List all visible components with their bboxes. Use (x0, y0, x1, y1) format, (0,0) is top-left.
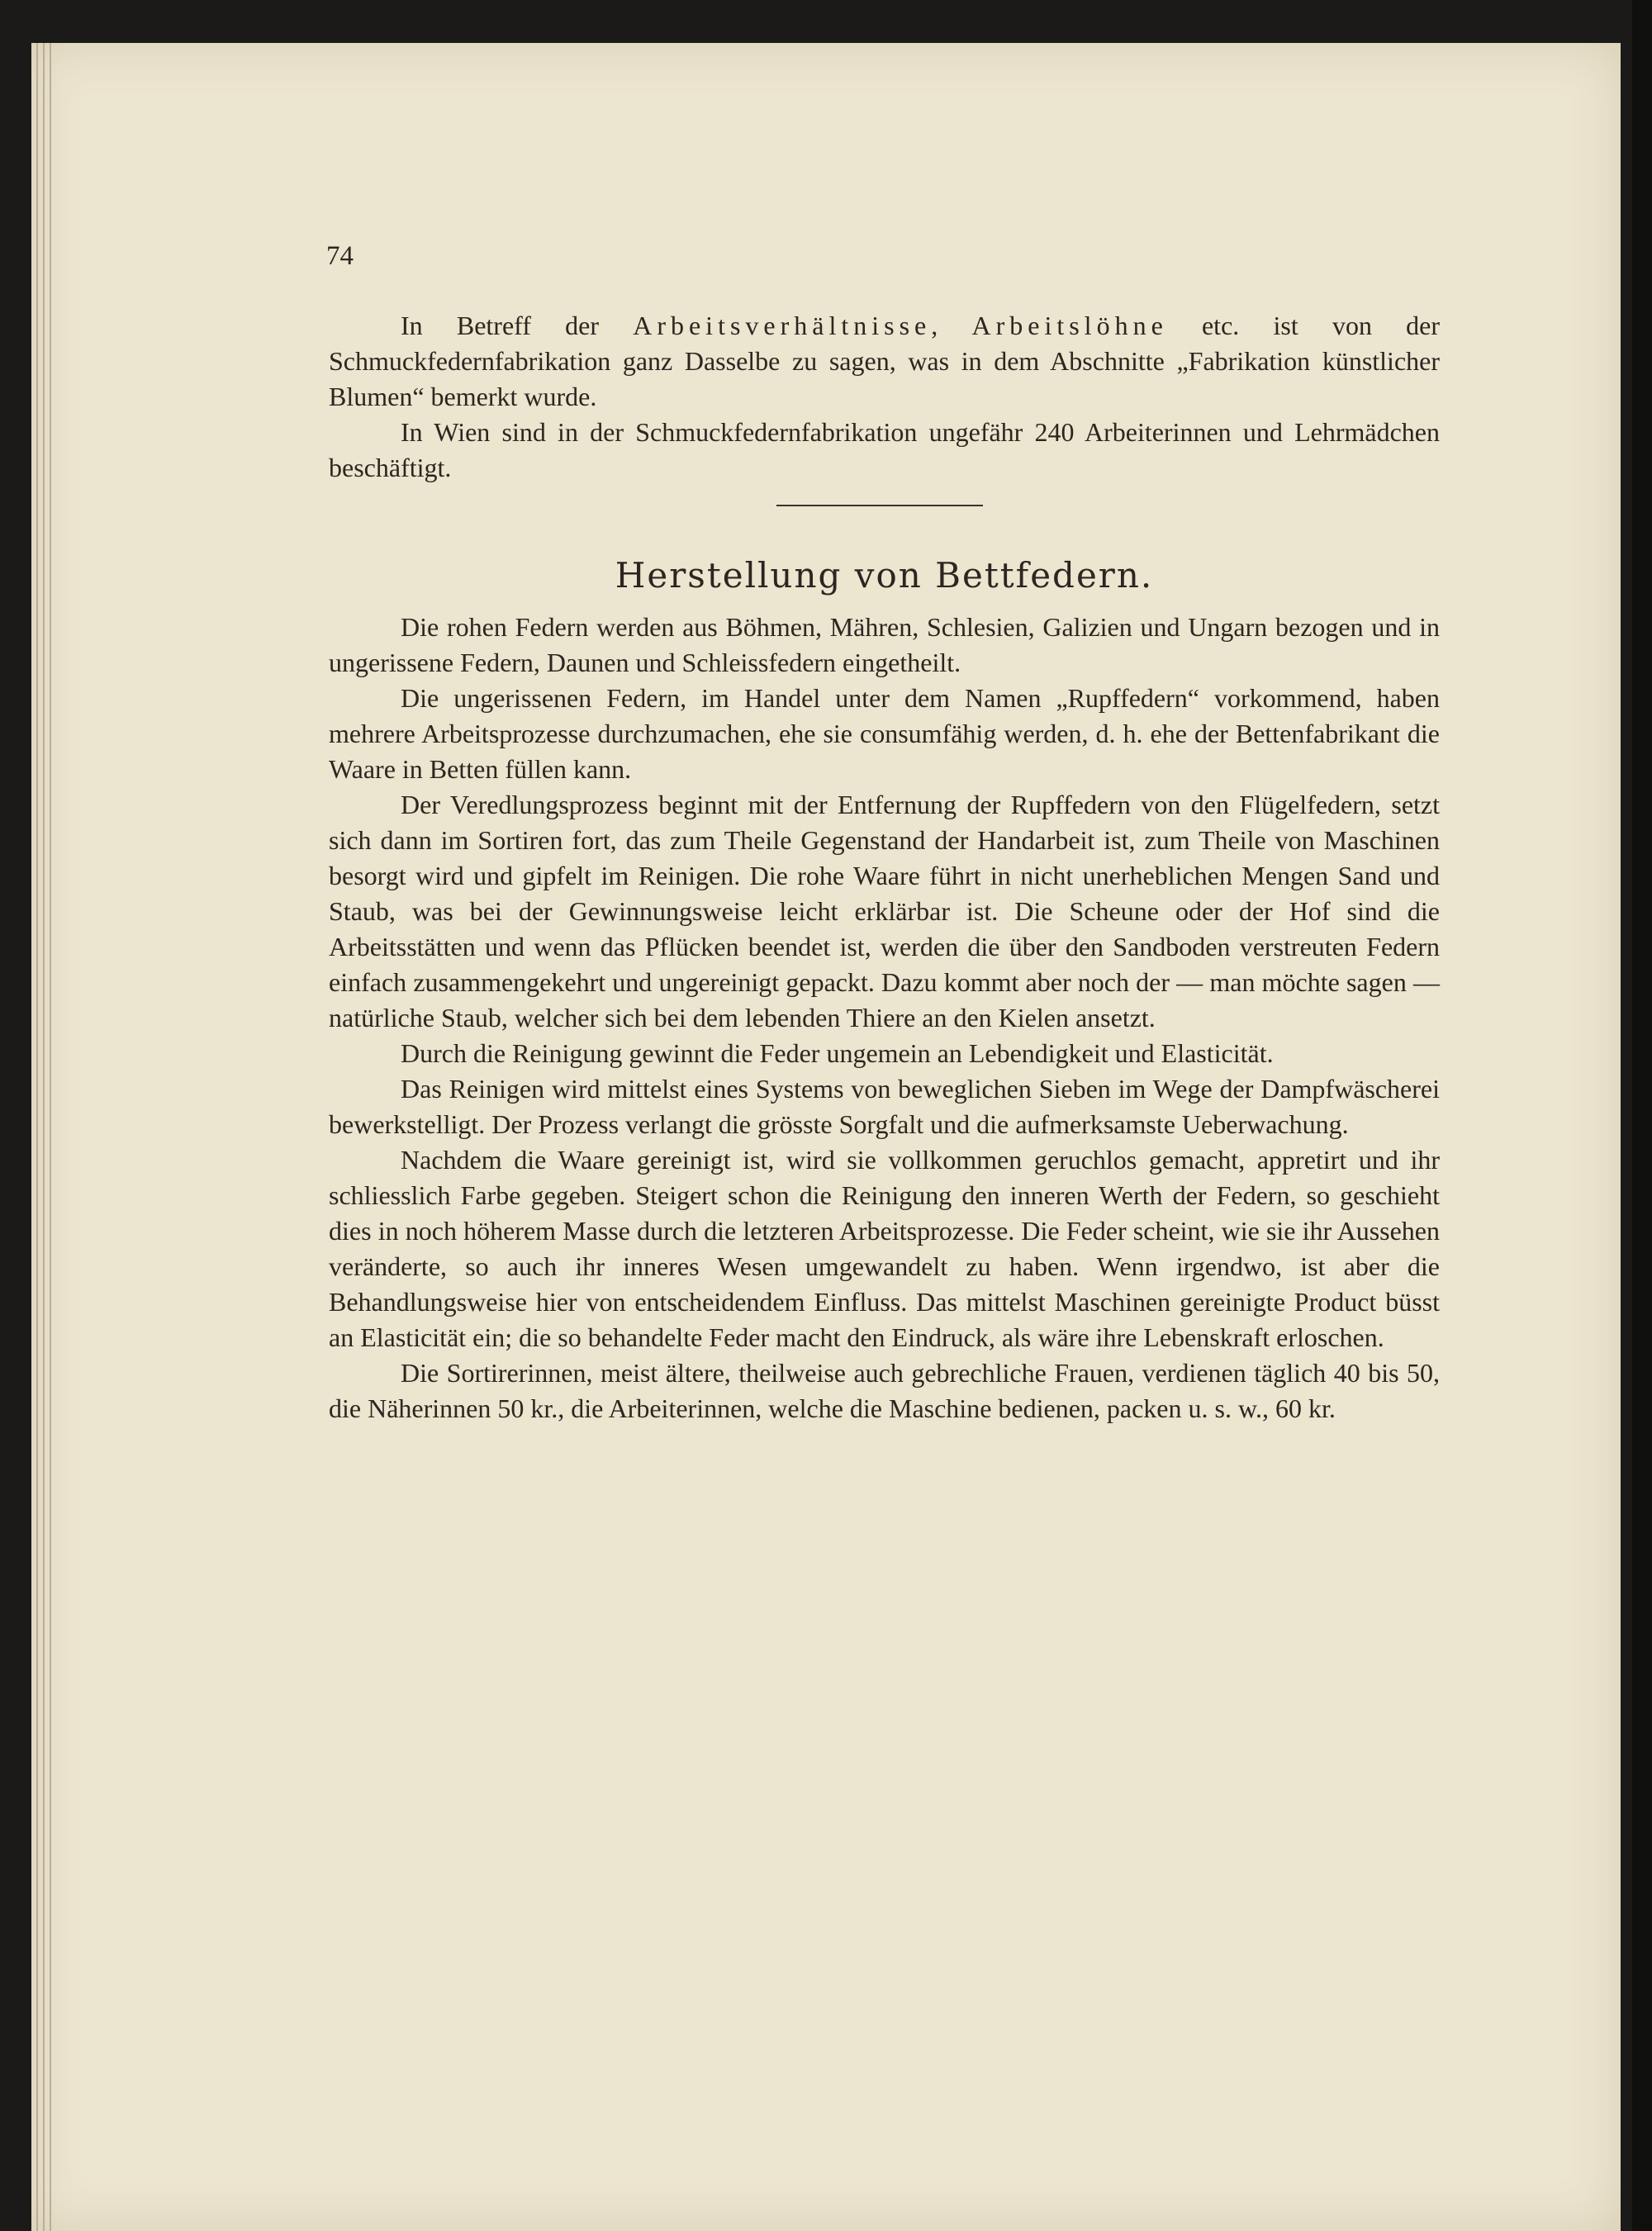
body-paragraph: Das Reinigen wird mittelst eines Systems von beweglichen Sieben im Wege der Dampfwäscherei bewerkstelligt. Der Prozess verlangt die grösste Sorgfalt und die aufmerksamste Ueberwachung. (329, 1074, 1440, 1139)
text-run: , (931, 311, 972, 340)
spaced-term: Arbeitsverhältnisse (633, 311, 932, 340)
body-paragraph: Nachdem die Waare gereinigt ist, wird sie vollkommen geruchlos gemacht, appretirt und ihr schliesslich Farbe gegeben. Steigert schon die Reinigung den inneren Werth der Federn, so geschieht dies in noch höherem Masse durch die letzteren Arbeitsprozesse. Die Feder scheint, wie sie ihr Aussehen veränderte, so auch ihr inneres Wesen umgewandelt zu haben. Wenn irgendwo, ist aber die Behandlungsweise hier von entscheidendem Einfluss. Das mittelst Maschinen gereinigte Product büsst an Elasticität ein; die so behandelte Feder macht den Eindruck, als wäre ihre Lebenskraft erloschen. (329, 1145, 1440, 1352)
body-paragraph: Durch die Reinigung gewinnt die Feder ungemein an Lebendigkeit und Elasticität. (401, 1038, 1274, 1068)
section-divider (776, 505, 983, 506)
body-paragraph: Der Veredlungsprozess beginnt mit der Entfernung der Rupffedern von den Flügelfedern, setzt sich dann im Sortiren fort, das zum Theile Gegenstand der Handarbeit ist, zum Theile von Maschinen besorgt wird und gipfelt im Reinigen. Die rohe Waare führt in nicht unerheblichen Mengen Sand und Staub, was bei der Gewinnungsweise leicht erklärbar ist. Die Scheune oder der Hof sind die Arbeitsstätten und wenn das Pflücken beendet ist, werden die über den Sandboden verstreuten Federn einfach zusammengekehrt und ungereinigt gepackt. Dazu kommt aber noch der — man möchte sagen — natürliche Staub, welcher sich bei dem lebenden Thiere an den Kielen ansetzt. (329, 790, 1440, 1032)
body-paragraph: Die ungerissenen Federn, im Handel unter dem Namen „Rupffedern“ vorkommend, haben mehrere Arbeitsprozesse durchzumachen, ehe sie consumfähig werden, d. h. ehe der Bettenfabrikant die Waare in Betten füllen kann. (329, 683, 1440, 784)
body-paragraph: Die Sortirerinnen, meist ältere, theilweise auch gebrechliche Frauen, verdienen täglich 40 bis 50, die Näherinnen 50 kr., die Arbeiterinnen, welche die Maschine bedienen, packen u. s. w., 60 kr. (329, 1358, 1440, 1423)
text-run: etc. ist von der Schmuckfedernfabrikation ganz Dasselbe zu sagen, was in dem Abschnitte „Fabrikation künstlicher Blumen“ bemerkt wurde. (329, 311, 1441, 411)
intro-paragraph (329, 308, 1440, 415)
section-heading: Herstellung von Bettfedern. (615, 555, 1154, 596)
intro-paragraph: In Wien sind in der Schmuckfedernfabrikation ungefähr 240 Arbeiterinnen und Lehrmädchen beschäftigt. (329, 417, 1440, 482)
page-number: 74 (326, 241, 354, 271)
book-spine-shadow (1632, 0, 1652, 2231)
page-edge-line (36, 43, 38, 2231)
text-run: In Betreff der (401, 311, 634, 340)
spaced-term: Arbeitslöhne (971, 311, 1168, 340)
page-edge-line (43, 43, 45, 2231)
body-paragraph: Die rohen Federn werden aus Böhmen, Mähren, Schlesien, Galizien und Ungarn bezogen und in ungerissene Federn, Daunen und Schleissfedern eingetheilt. (329, 612, 1440, 677)
page-edge-line (50, 43, 51, 2231)
section-body (329, 610, 1440, 1426)
intro-text (329, 308, 1440, 486)
